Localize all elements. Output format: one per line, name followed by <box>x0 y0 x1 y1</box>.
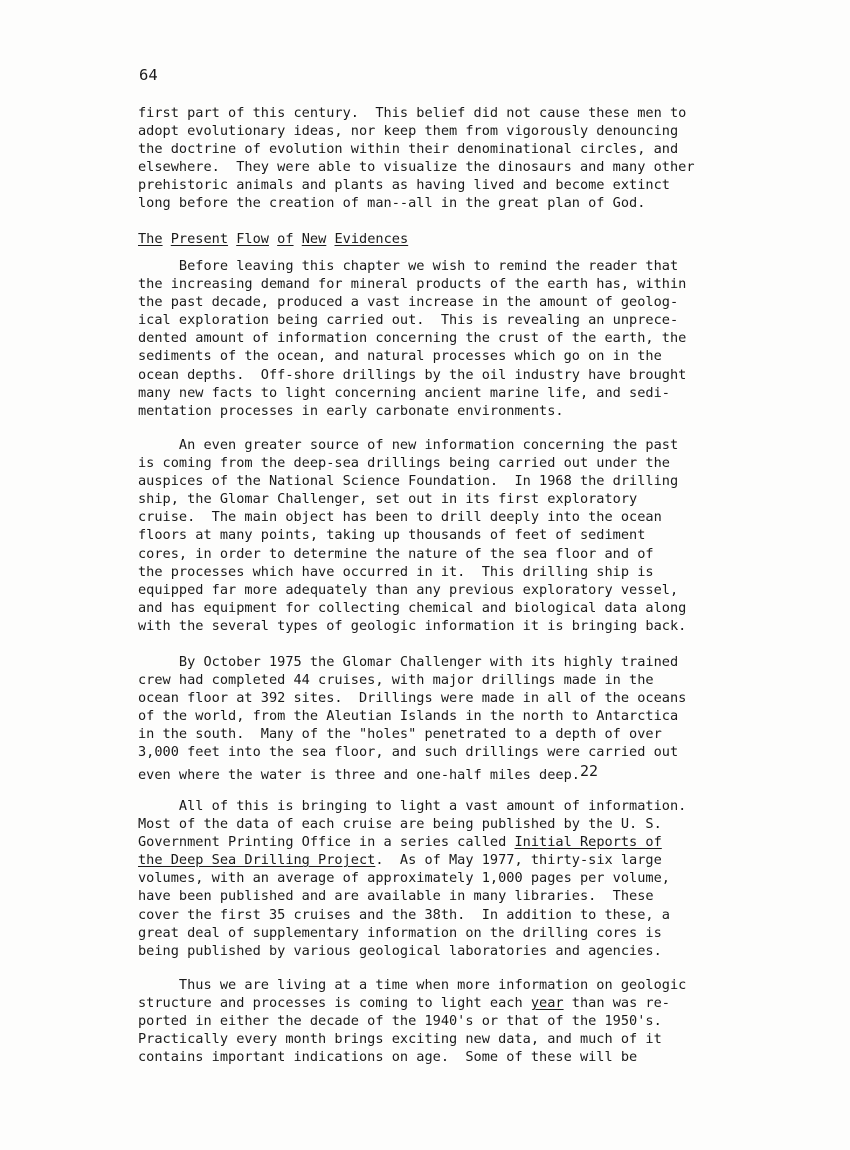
text-line: than was re- <box>563 995 670 1012</box>
paragraph-continued <box>138 104 738 213</box>
heading-word: Flow <box>236 231 269 247</box>
text-line: Thus we are living at a time when more information on geologic <box>138 977 687 993</box>
paragraph <box>138 436 738 635</box>
text-line: the past decade, produced a vast increase in the amount of geolog- <box>138 294 679 311</box>
text-line: ported in either the decade of the 1940's or that of the 1950's. <box>138 1013 662 1030</box>
footnote-reference: 22 <box>579 761 599 780</box>
text-line: floors at many points, taking up thousands of feet of sediment <box>138 527 646 544</box>
paragraph <box>138 797 738 960</box>
text-line: long before the creation of man--all in the great plan of God. <box>138 195 646 212</box>
text-line: the increasing demand for mineral products of the earth has, within <box>138 276 687 293</box>
text-line: is coming from the deep-sea drillings being carried out under the <box>138 455 670 472</box>
text-line: sediments of the ocean, and natural processes which go on in the <box>138 348 662 365</box>
section-heading <box>138 230 738 248</box>
text-line: in the south. Many of the "holes" penetrated to a depth of over <box>138 726 662 743</box>
page-number: 64 <box>139 66 158 84</box>
text-line: By October 1975 the Glomar Challenger with its highly trained <box>138 654 679 670</box>
text-line: and has equipment for collecting chemical and biological data along <box>138 599 687 616</box>
text-line: many new facts to light concerning ancient marine life, and sedi- <box>138 384 670 401</box>
text-line: Government Printing Office in a series called <box>138 834 515 851</box>
text-line: first part of this century. This belief did not cause these men to <box>138 105 687 121</box>
text-line: ocean depths. Off-shore drillings by the oil industry have brought <box>138 366 687 383</box>
heading-word: New <box>301 231 327 247</box>
text-line: great deal of supplementary information on the drilling cores is <box>138 924 662 941</box>
text-line: contains important indications on age. Some of these will be <box>138 1049 638 1066</box>
text-line: adopt evolutionary ideas, nor keep them from vigorously denouncing <box>138 123 679 140</box>
text-line: . As of May 1977, thirty-six large <box>375 852 662 869</box>
text-line: cores, in order to determine the nature of the sea floor and of <box>138 545 654 562</box>
text-line: Practically every month brings exciting new data, and much of it <box>138 1031 662 1048</box>
text-line: dented amount of information concerning the crust of the earth, the <box>138 330 687 347</box>
text-line: even where the water is three and one-half miles deep. <box>138 766 580 783</box>
text-line: Most of the data of each cruise are being published by the U. S. <box>138 816 662 833</box>
text-line: ocean floor at 392 sites. Drillings were made in all of the oceans <box>138 690 687 707</box>
text-line: ical exploration being carried out. This is revealing an unprece- <box>138 312 679 329</box>
text-line: crew had completed 44 cruises, with major drillings made in the <box>138 672 654 689</box>
heading-word: of <box>277 231 294 247</box>
emphasized-word: year <box>530 995 564 1012</box>
text-line: of the world, from the Aleutian Islands in the north to Antarctica <box>138 708 679 725</box>
text-line: Before leaving this chapter we wish to remind the reader that <box>138 258 679 274</box>
heading-word: The <box>138 231 163 247</box>
series-title: Initial Reports of <box>514 834 662 851</box>
text-line: All of this is bringing to light a vast amount of information. <box>138 798 687 814</box>
text-line: equipped far more adequately than any previous exploratory vessel, <box>138 581 679 598</box>
text-line: with the several types of geologic information it is bringing back. <box>138 617 687 634</box>
text-line: the doctrine of evolution within their denominational circles, and <box>138 141 679 158</box>
text-line: ship, the Glomar Challenger, set out in its first exploratory <box>138 491 638 508</box>
text-line: the processes which have occurred in it. This drilling ship is <box>138 563 654 580</box>
heading-word: Present <box>170 231 229 247</box>
text-line: cruise. The main object has been to drill deeply into the ocean <box>138 509 662 526</box>
series-title: the Deep Sea Drilling Project <box>138 852 376 869</box>
text-line: mentation processes in early carbonate environments. <box>138 402 564 419</box>
paragraph <box>138 976 738 1066</box>
text-line: 3,000 feet into the sea floor, and such drillings were carried out <box>138 744 679 761</box>
text-line: elsewhere. They were able to visualize the dinosaurs and many other <box>138 159 695 176</box>
text-line: have been published and are available in many libraries. These <box>138 888 654 905</box>
text-line: An even greater source of new information concerning the past <box>138 437 679 453</box>
text-line: being published by various geological laboratories and agencies. <box>138 942 662 959</box>
text-line: prehistoric animals and plants as having lived and become extinct <box>138 177 670 194</box>
paragraph <box>138 257 738 420</box>
text-line: cover the first 35 cruises and the 38th. In addition to these, a <box>138 906 670 923</box>
paragraph <box>138 653 738 784</box>
text-line: structure and processes is coming to light each <box>138 995 531 1012</box>
heading-word: Evidences <box>334 231 409 247</box>
text-line: auspices of the National Science Foundation. In 1968 the drilling <box>138 473 679 490</box>
text-line: volumes, with an average of approximately 1,000 pages per volume, <box>138 870 670 887</box>
